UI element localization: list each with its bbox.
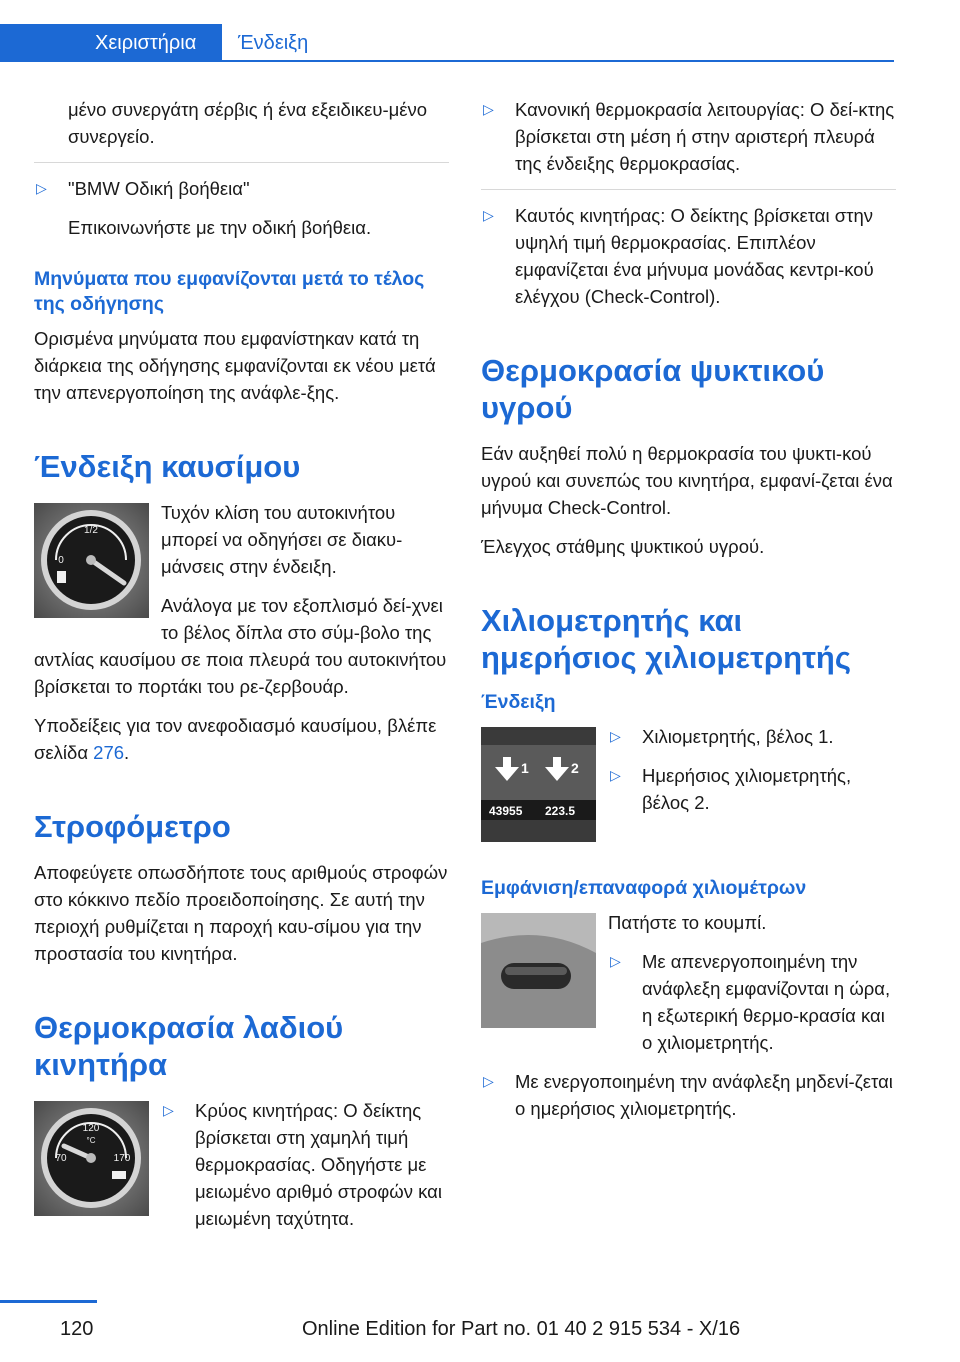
triangle-bullet-icon: ▷ (483, 101, 494, 117)
triangle-bullet-icon: ▷ (483, 207, 494, 223)
subheading-display: Ένδειξη (481, 691, 556, 713)
heading-odometer: Χιλιομετρητής και ημερήσιος χιλιομετρητής (481, 603, 851, 675)
triangle-bullet-icon: ▷ (610, 767, 621, 783)
bmw-assistance-label: "BMW Οδική βοήθεια" (68, 178, 250, 199)
odometer-value: 43955 (489, 804, 523, 818)
heading-tachometer: Στροφόμετρο (34, 809, 231, 844)
reset-button-icon (501, 963, 571, 989)
fuel-gauge-half-label: 1/2 (84, 525, 98, 536)
oil-gauge-120-label: 120 (82, 1123, 100, 1134)
cold-engine-text: Κρύος κινητήρας: Ο δείκτης βρίσκεται στη χαμηλή τιμή θερμοκρασίας. Οδηγήστε με μειωμένο αριθμό στροφών και μειωμένη ταχύτητα. (195, 1100, 442, 1229)
header-tabbar (0, 24, 900, 62)
heading-show-reset: Εμφάνιση/επαναφορά χιλιομέτρων (481, 877, 807, 899)
page-link-276[interactable]: 276 (93, 742, 125, 763)
fuel-refuel-end: . (124, 742, 130, 763)
coolant-paragraph-1: Εάν αυξηθεί πολύ η θερμοκρασία του ψυκτι‐κού υγρού και συνεπώς του κινητήρα, εμφανί‐ζεται ένα μήνυμα Check-Control. (481, 443, 893, 518)
oil-gauge-70-label: 70 (55, 1153, 67, 1164)
triangle-bullet-icon: ▷ (163, 1102, 174, 1118)
triangle-bullet-icon: ▷ (610, 953, 621, 969)
ignition-on-text: Με ενεργοποιημένη την ανάφλεξη μηδενί‐ζεται ο ημερήσιος χιλιομετρητής. (515, 1071, 893, 1119)
left-column (34, 96, 449, 1244)
oil-can-icon (112, 1171, 126, 1179)
reset-button-image (481, 913, 596, 1028)
page-number-rule (0, 1300, 97, 1303)
trip-item-text: Ημερήσιος χιλιομετρητής, βέλος 2. (642, 765, 852, 813)
tachometer-paragraph: Αποφεύγετε οπωσδήποτε τους αριθμούς στροφών στο κόκκινο πεδίο προειδοποίησης. Σε αυτή την περιοχή ρυθμίζεται η παροχή καυ‐σίμου για την προστασία του κινητήρα. (34, 862, 448, 964)
fuel-pump-icon (57, 571, 66, 583)
odo-arrow-1-label: 1 (521, 760, 529, 776)
triangle-bullet-icon: ▷ (610, 728, 621, 744)
list-item-ignition-on (481, 1068, 896, 1122)
oil-temperature-gauge-image (34, 1101, 149, 1216)
heading-oil-temperature: Θερμοκρασία λαδιού κινητήρα (34, 1010, 344, 1082)
list-item-normal-temperature (481, 96, 896, 177)
heading-fuel-gauge: Ένδειξη καυσίμου (34, 449, 301, 484)
coolant-paragraph-2: Έλεγχος στάθμης ψυκτικού υγρού. (481, 536, 765, 557)
list-item-odometer (608, 723, 896, 750)
fuel-gauge-image (34, 503, 149, 618)
fuel-paragraph-1: Τυχόν κλίση του αυτοκινήτου μπορεί να οδηγήσει σε διακυ‐μάνσεις στην ένδειξη. (161, 502, 403, 577)
bmw-assistance-text: Επικοινωνήστε με την οδική βοήθεια. (68, 217, 372, 238)
edition-footer: Online Edition for Part no. 01 40 2 915 534 - X/16 (302, 1318, 741, 1340)
hot-engine-text: Καυτός κινητήρας: Ο δείκτης βρίσκεται στην υψηλή τιμή θερμοκρασίας. Επιπλέον εμφανίζεται ένα μήνυμα μονάδας κεντρι‐κού ελέγχου (Check-Control). (515, 205, 874, 307)
fuel-refuel-text: Υποδείξεις για τον ανεφοδιασμό καυσίμου, βλέπε σελίδα (34, 715, 437, 763)
list-item-ignition-off (608, 948, 896, 1056)
fuel-gauge-zero-label: 0 (58, 555, 64, 566)
normal-temperature-text: Κανονική θερμοκρασία λειτουργίας: Ο δεί‐κτης βρίσκεται στη μέση ή στην αριστερή πλευρά της ένδειξης θερμοκρασίας. (515, 99, 895, 174)
list-item-cold-engine (161, 1097, 449, 1232)
page-number: 120 (60, 1318, 94, 1340)
paragraph-intro-continuation: μένο συνεργάτη σέρβις ή ένα εξειδικευ‐μένο συνεργείο. (68, 99, 428, 147)
odometer-item-text: Χιλιομετρητής, βέλος 1. (642, 726, 834, 747)
heading-messages-after-driving: Μηνύματα που εμφανίζονται μετά το τέλος της οδήγησης (34, 268, 425, 315)
list-item-trip-odometer (608, 762, 896, 816)
triangle-bullet-icon: ▷ (483, 1073, 494, 1089)
trip-value: 223.5 (545, 804, 576, 818)
list-item-hot-engine (481, 202, 896, 310)
tab-section[interactable]: Ένδειξη (222, 24, 894, 62)
triangle-bullet-icon: ▷ (36, 180, 47, 196)
oil-gauge-170-label: 170 (113, 1153, 131, 1164)
fuel-paragraph-3 (34, 712, 449, 766)
paragraph-messages: Ορισμένα μηνύματα που εμφανίστηκαν κατά τη διάρκεια της οδήγησης εμφανίζονται εκ νέου μετά την απενεργοποίηση της ανάφλε‐ξης. (34, 328, 436, 403)
divider (481, 189, 896, 190)
odometer-display-image (481, 727, 596, 842)
list-item-bmw-assistance (34, 175, 449, 202)
reset-paragraph: Πατήστε το κουμπί. (608, 912, 767, 933)
heading-coolant-temperature: Θερμοκρασία ψυκτικού υγρού (481, 353, 825, 425)
ignition-off-text: Με απενεργοποιημένη την ανάφλεξη εμφανίζονται η ώρα, η εξωτερική θερμο‐κρασία και ο χιλιομετρητής. (642, 951, 891, 1053)
divider (34, 162, 449, 163)
fuel-paragraph-2: Ανάλογα με τον εξοπλισμό δεί‐χνει το βέλος δίπλα στο σύμ‐βολο της αντλίας καυσίμου σε ποια πλευρά του αυτοκινήτου βρίσκεται το πορτάκι του ρε‐ζερβουάρ. (34, 595, 447, 697)
oil-gauge-unit-label: °C (86, 1136, 96, 1145)
right-column (481, 96, 896, 1134)
tab-chapter[interactable]: Χειριστήρια (0, 24, 222, 62)
odo-arrow-2-label: 2 (571, 760, 579, 776)
